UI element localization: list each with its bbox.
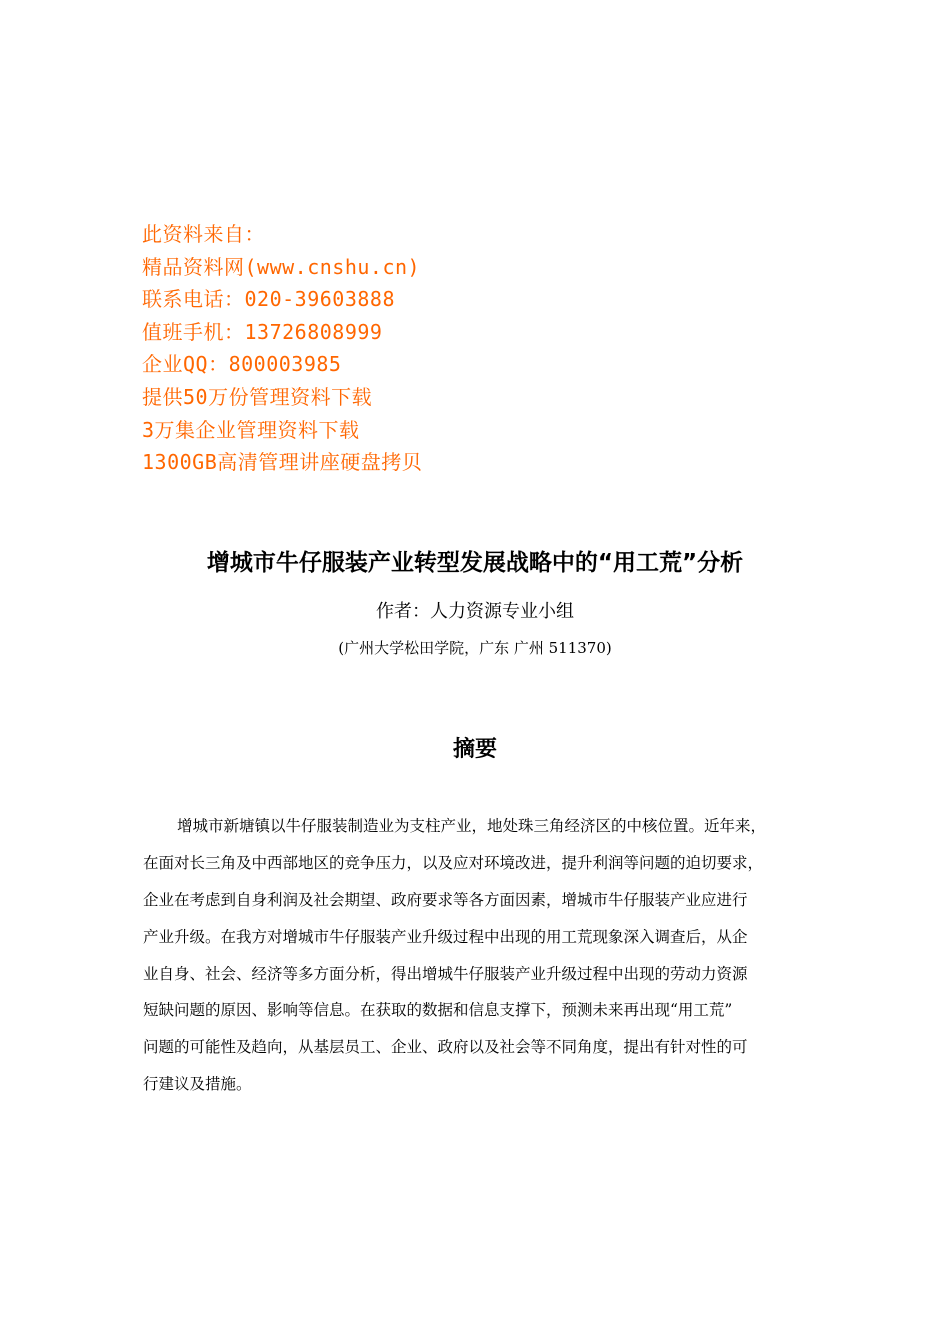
abstract-line: 问题的可能性及趋向，从基层员工、企业、政府以及社会等不同角度，提出有针对性的可 <box>143 1038 748 1057</box>
abstract-line: 在面对长三角及中西部地区的竞争压力，以及应对环境改进，提升利润等问题的迫切要求， <box>143 853 764 872</box>
abstract-line: 行建议及措施。 <box>143 1075 252 1094</box>
abstract-line: 业自身、社会、经济等多方面分析，得出增城牛仔服装产业升级过程中出现的劳动力资源 <box>143 964 748 983</box>
paper-affiliation: (广州大学松田学院，广东 广州 511370) <box>338 639 612 657</box>
paper-title: 增城市牛仔服装产业转型发展战略中的“用工荒”分析 <box>206 550 744 576</box>
promo-offer-2: 3万集企业管理资料下载 <box>142 417 360 442</box>
promo-block <box>142 218 662 479</box>
promo-mobile: 值班手机：13726808999 <box>142 319 383 344</box>
promo-offer-3: 1300GB高清管理讲座硬盘拷贝 <box>142 450 423 475</box>
abstract-line: 产业升级。在我方对增城市牛仔服装产业升级过程中出现的用工荒现象深入调查后，从企 <box>143 927 748 946</box>
promo-qq: 企业QQ：800003985 <box>142 352 342 377</box>
paper-author: 作者：人力资源专业小组 <box>376 601 574 622</box>
promo-offer-1: 提供50万份管理资料下载 <box>142 384 373 409</box>
promo-phone: 联系电话：020-39603888 <box>142 287 395 312</box>
promo-website: 精品资料网(www.cnshu.cn) <box>142 254 421 279</box>
abstract-line: 短缺问题的原因、影响等信息。在获取的数据和信息支撑下，预测未来再出现“用工荒” <box>143 1001 733 1020</box>
abstract-line: 增城市新塘镇以牛仔服装制造业为支柱产业，地处珠三角经济区的中核位置。近年来， <box>177 817 767 835</box>
abstract-body <box>143 808 813 1103</box>
promo-source-label: 此资料来自： <box>142 222 265 246</box>
abstract-line: 企业在考虑到自身利润及社会期望、政府要求等各方面因素，增城市牛仔服装产业应进行 <box>143 890 748 909</box>
abstract-heading: 摘要 <box>452 737 497 762</box>
